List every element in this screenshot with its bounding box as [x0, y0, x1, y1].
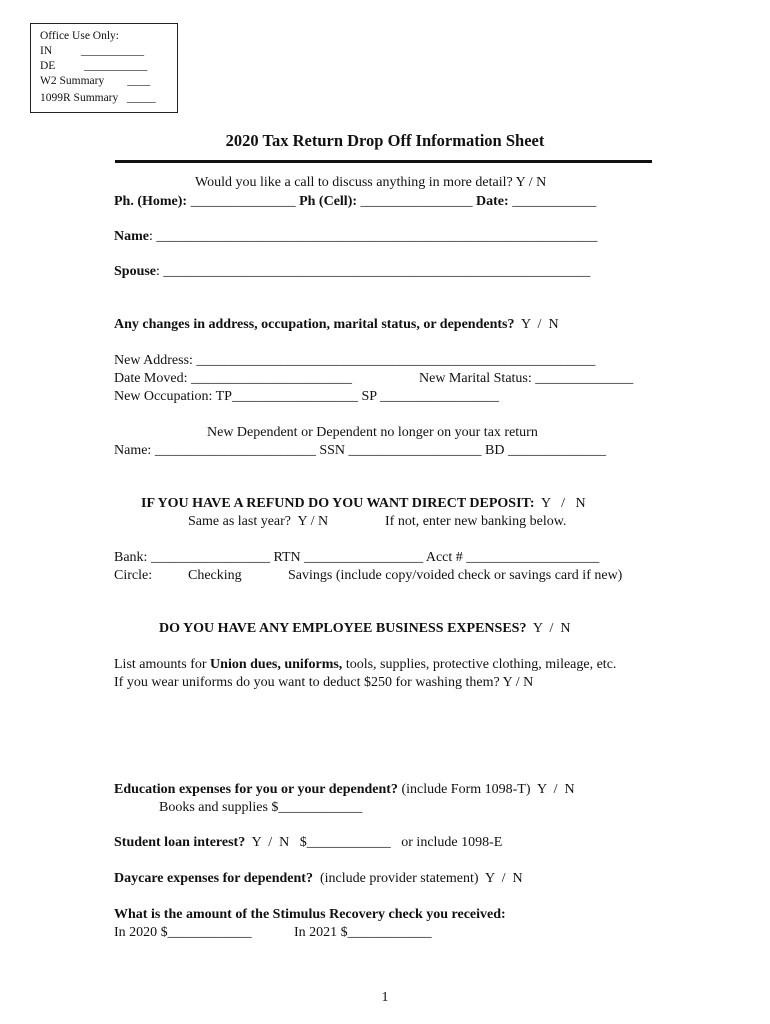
- page-title: 2020 Tax Return Drop Off Information Sheet: [225, 131, 545, 150]
- name-row: [114, 230, 597, 244]
- dependent-info-field[interactable]: Name: _______________________ SSN ___________________ BD ______________: [114, 443, 606, 458]
- spouse-row: [114, 265, 590, 279]
- list-amounts-pre: List amounts for: [114, 657, 211, 672]
- changes-yes-no[interactable]: Y / N: [514, 317, 559, 332]
- business-question: DO YOU HAVE ANY EMPLOYEE BUSINESS EXPENSES?: [159, 621, 527, 636]
- office-de-field[interactable]: DE ___________: [40, 60, 148, 72]
- refund-question-row: [141, 497, 586, 511]
- education-yes-no[interactable]: (include Form 1098-T) Y / N: [397, 782, 575, 797]
- list-amounts-post: tools, supplies, protective clothing, mileage, etc.: [342, 657, 617, 672]
- spouse-field[interactable]: : _____________________________________________________________: [156, 264, 591, 279]
- date-label: Date:: [476, 194, 509, 209]
- checking-option[interactable]: Checking: [188, 568, 242, 583]
- list-amounts-row: [114, 658, 616, 672]
- list-amounts-bold: Union dues, uniforms,: [210, 657, 343, 672]
- daycare-row: [114, 872, 523, 886]
- savings-option[interactable]: Savings (include copy/voided check or savings card if new): [288, 568, 623, 583]
- office-1099r-summary-field[interactable]: 1099R Summary _____: [40, 92, 156, 104]
- call-question: Would you like a call to discuss anything in more detail? Y / N: [195, 175, 547, 190]
- education-question: Education expenses for you or your dependent?: [114, 782, 398, 797]
- spouse-label: Spouse: [114, 264, 157, 279]
- education-row: [114, 783, 575, 797]
- changes-question-row: [114, 318, 559, 332]
- daycare-yes-no[interactable]: (include provider statement) Y / N: [312, 871, 523, 886]
- new-marital-status-field[interactable]: New Marital Status: ______________: [419, 371, 634, 386]
- name-field[interactable]: : _______________________________________________________________: [149, 229, 598, 244]
- cell-phone-label: Ph (Cell):: [299, 194, 358, 209]
- stimulus-2021-field[interactable]: In 2021 $____________: [294, 925, 432, 940]
- office-use-title: Office Use Only:: [40, 30, 119, 42]
- business-yes-no[interactable]: Y / N: [526, 621, 571, 636]
- cell-phone-field[interactable]: ________________: [357, 194, 477, 209]
- refund-yes-no[interactable]: Y / N: [534, 496, 586, 511]
- date-moved-field[interactable]: Date Moved: _______________________: [114, 371, 352, 386]
- refund-question: IF YOU HAVE A REFUND DO YOU WANT DIRECT DEPOSIT:: [141, 496, 535, 511]
- business-question-row: [159, 622, 571, 636]
- student-loan-row: [114, 836, 502, 850]
- title-divider: [115, 160, 652, 163]
- dependent-heading: New Dependent or Dependent no longer on your tax return: [207, 425, 538, 440]
- name-label: Name: [114, 229, 149, 244]
- home-phone-field[interactable]: _______________: [187, 194, 300, 209]
- office-w2-summary-field[interactable]: W2 Summary ____: [40, 75, 151, 87]
- home-phone-label: Ph. (Home):: [114, 194, 188, 209]
- new-address-field[interactable]: New Address: _________________________________________________________: [114, 353, 596, 368]
- same-as-last-year[interactable]: Same as last year? Y / N: [188, 514, 329, 529]
- phone-date-row: [114, 195, 596, 209]
- office-in-field[interactable]: IN ___________: [40, 45, 145, 57]
- student-loan-question: Student loan interest?: [114, 835, 246, 850]
- daycare-question: Daycare expenses for dependent?: [114, 871, 313, 886]
- stimulus-question: What is the amount of the Stimulus Recovery check you received:: [114, 907, 506, 922]
- changes-question: Any changes in address, occupation, marital status, or dependents?: [114, 317, 515, 332]
- bank-info-field[interactable]: Bank: _________________ RTN _________________ Acct # ___________________: [114, 550, 600, 565]
- date-field[interactable]: ____________: [508, 194, 597, 209]
- uniforms-question[interactable]: If you wear uniforms do you want to deduct $250 for washing them? Y / N: [114, 675, 534, 690]
- student-loan-field[interactable]: Y / N $____________ or include 1098-E: [245, 835, 503, 850]
- stimulus-2020-field[interactable]: In 2020 $____________: [114, 925, 252, 940]
- if-not-note: If not, enter new banking below.: [385, 514, 567, 529]
- books-supplies-field[interactable]: Books and supplies $____________: [159, 800, 363, 815]
- page-number: 1: [381, 990, 389, 1005]
- circle-label: Circle:: [114, 568, 153, 583]
- new-occupation-field[interactable]: New Occupation: TP__________________ SP _________________: [114, 389, 499, 404]
